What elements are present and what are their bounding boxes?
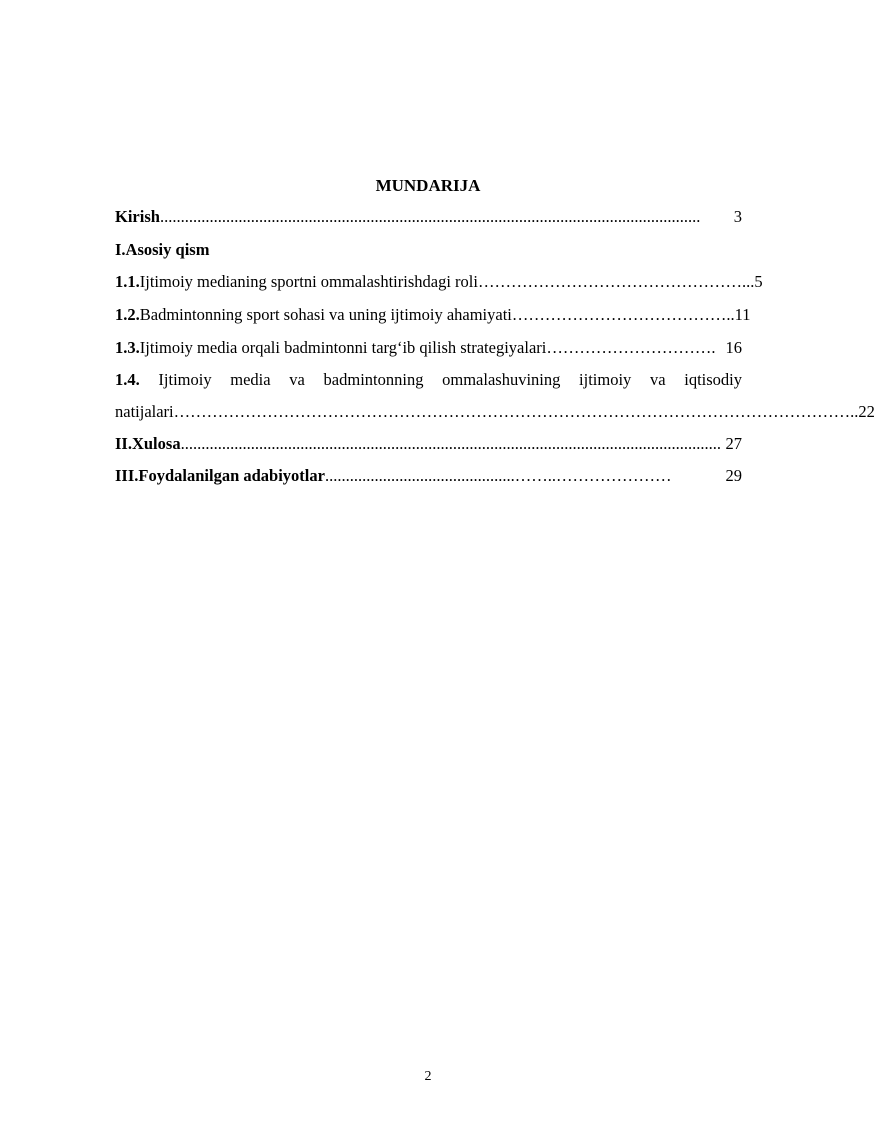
toc-entry-1-4-line2[interactable] [115, 402, 875, 422]
toc-entry-leader: ………………………………….. [511, 305, 735, 324]
toc-entry-leader: …………………………. [546, 338, 716, 357]
toc-entry-page: 11 [734, 305, 751, 324]
toc-entry-adabiyotlar[interactable] [115, 466, 742, 486]
toc-entry-page: 29 [725, 466, 742, 485]
toc-entry-xulosa[interactable] [115, 434, 742, 454]
toc-entry-number: 1.3. [115, 338, 140, 357]
toc-entry-page: 3 [733, 207, 742, 226]
toc-entry-leader: ................................................................................................................................... [180, 434, 721, 453]
toc-entry-leader: …………………………………………………………………………………………………………….. [173, 402, 859, 421]
toc-entry-kirish[interactable] [115, 207, 742, 227]
toc-entry-number: 1.1. [115, 272, 140, 291]
toc-entry-1-2[interactable] [115, 305, 751, 325]
toc-entry-label: II.Xulosa [115, 434, 181, 453]
toc-entry-label: natijalari [115, 402, 174, 421]
toc-entry-label: Kirish [115, 207, 160, 226]
toc-entry-page: 22 [858, 402, 875, 421]
toc-entry-1-3[interactable] [115, 338, 742, 358]
toc-entry-leader: …………………………………………... [477, 272, 755, 291]
toc-entry-leader: ..............................................……..………………… [324, 466, 672, 485]
toc-entry-page: 16 [725, 338, 742, 357]
toc-entry-label: Ijtimoiy media orqali badmintonni targ‘ib qilish strategiyalari [139, 338, 547, 357]
toc-entry-label: Ijtimoiy media va badmintonning ommalashuvining ijtimoiy va iqtisodiy [139, 370, 742, 389]
toc-entry-number: 1.2. [115, 305, 140, 324]
toc-title: MUNDARIJA [375, 176, 481, 195]
page-number: 2 [424, 1069, 432, 1084]
toc-entry-leader: ................................................................................................................................... [159, 207, 701, 226]
toc-entry-label: Ijtimoiy medianing sportni ommalashtirishdagi roli [139, 272, 478, 291]
toc-entry-1-1[interactable] [115, 272, 763, 292]
toc-entry-1-4-line1[interactable] [115, 370, 742, 390]
toc-entry-label: Badmintonning sport sohasi va uning ijtimoiy ahamiyati [139, 305, 512, 324]
toc-entry-page: 5 [754, 272, 763, 291]
toc-section-heading: I.Asosiy qism [115, 240, 210, 259]
toc-entry-page: 27 [725, 434, 742, 453]
toc-entry-number: 1.4. [115, 370, 140, 389]
toc-entry-label: III.Foydalanilgan adabiyotlar [115, 466, 325, 485]
